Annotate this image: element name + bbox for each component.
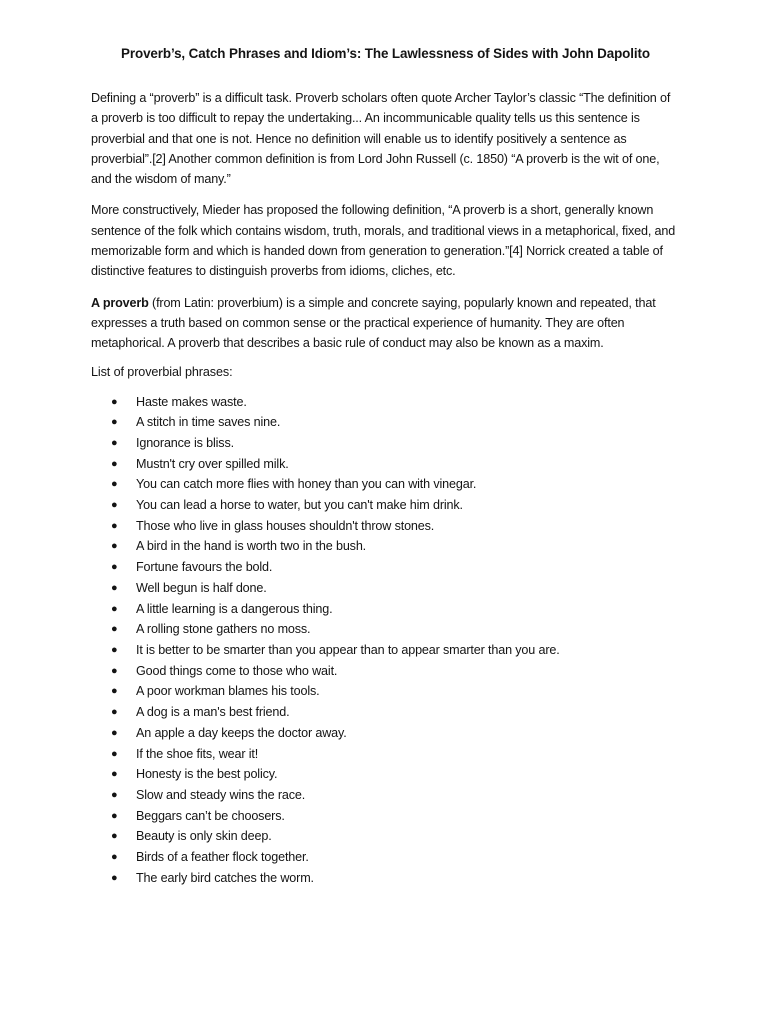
bullet-icon: ● <box>111 830 118 843</box>
list-item <box>91 661 680 682</box>
bullet-icon: ● <box>111 540 118 553</box>
list-item-text: Beggars can’t be choosers. <box>136 808 285 823</box>
document-title: Proverb’s, Catch Phrases and Idiom’s: The Lawlessness of Sides with John Dapolito <box>121 46 650 61</box>
bullet-icon: ● <box>111 809 118 822</box>
list-item-text: A poor workman blames his tools. <box>136 684 320 699</box>
list-item-text: If the shoe fits, wear it! <box>136 746 259 761</box>
bullet-icon: ● <box>111 685 118 698</box>
bullet-icon: ● <box>111 395 118 408</box>
list-item-text: Well begun is half done. <box>136 580 267 595</box>
list-item <box>91 557 680 578</box>
list-item <box>91 826 680 847</box>
paragraph-rest: (from Latin: proverbium) is a simple and concrete saying, popularly known and repeated, that expresses a truth based on common sense or the practical experience of humanity. They are often metaphorical. A proverb that describes a basic rule of conduct may also be known as a maxim. <box>91 295 656 351</box>
bullet-icon: ● <box>111 726 118 739</box>
paragraph-mieder: More constructively, Mieder has proposed the following definition, “A proverb is a short, generally known sentence of the folk which contains wisdom, truth, morals, and traditional views in a metaphorical, fixed, and memorizable form and which is handed down from generation to generation.”[4] Norrick created a table of distinctive features to distinguish proverbs from idioms, cliches, etc. <box>91 203 676 279</box>
list-item-text: Slow and steady wins the race. <box>136 787 306 802</box>
list-item-text: A little learning is a dangerous thing. <box>136 601 333 616</box>
bullet-icon: ● <box>111 436 118 449</box>
list-item <box>91 785 680 806</box>
paragraph-definition: Defining a “proverb” is a difficult task. Proverb scholars often quote Archer Taylor’s classic “The definition of a proverb is too difficult to repay the undertaking... An incommunicable quality tells us this sentence is proverbial and that one is not. Hence no definition will enable us to identify positively a sentence as proverbial”.[2] Another common definition is from Lord John Russell (c. 1850) “A proverb is the wit of one, and the wisdom of many.” <box>91 91 671 187</box>
list-item <box>91 847 680 868</box>
list-item-text: Those who live in glass houses shouldn't throw stones. <box>136 518 435 533</box>
bullet-icon: ● <box>111 747 118 760</box>
bullet-icon: ● <box>111 478 118 491</box>
list-item <box>91 578 680 599</box>
bullet-icon: ● <box>111 706 118 719</box>
paragraph-lead-bold: A proverb <box>91 295 149 310</box>
list-item <box>91 433 680 454</box>
list-item <box>91 619 680 640</box>
list-item <box>91 495 680 516</box>
paragraph-proverb-latin <box>91 293 680 354</box>
list-item <box>91 474 680 495</box>
list-item-text: Ignorance is bliss. <box>136 435 234 450</box>
bullet-icon: ● <box>111 871 118 884</box>
list-item-text: An apple a day keeps the doctor away. <box>136 725 347 740</box>
bullet-icon: ● <box>111 416 118 429</box>
list-item-text: Honesty is the best policy. <box>136 767 278 782</box>
bullet-icon: ● <box>111 851 118 864</box>
list-item <box>91 702 680 723</box>
list-item <box>91 744 680 765</box>
list-item <box>91 681 680 702</box>
bullet-icon: ● <box>111 768 118 781</box>
list-item <box>91 640 680 661</box>
list-item-text: A bird in the hand is worth two in the bush. <box>136 539 367 554</box>
list-item <box>91 412 680 433</box>
bullet-icon: ● <box>111 457 118 470</box>
list-item-text: The early bird catches the worm. <box>136 870 314 885</box>
bullet-icon: ● <box>111 581 118 594</box>
list-item-text: You can lead a horse to water, but you can't make him drink. <box>136 498 463 513</box>
list-item-text: A dog is a man's best friend. <box>136 705 290 720</box>
bullet-icon: ● <box>111 561 118 574</box>
bullet-icon: ● <box>111 788 118 801</box>
bullet-icon: ● <box>111 519 118 532</box>
list-item <box>91 723 680 744</box>
list-item <box>91 392 680 413</box>
list-item-text: Birds of a feather flock together. <box>136 850 309 865</box>
list-heading: List of proverbial phrases: <box>91 364 233 379</box>
proverb-list <box>91 392 680 889</box>
list-item <box>91 454 680 475</box>
list-item-text: You can catch more flies with honey than you can with vinegar. <box>136 477 477 492</box>
list-item <box>91 536 680 557</box>
list-item <box>91 516 680 537</box>
list-item-text: It is better to be smarter than you appear than to appear smarter than you are. <box>136 643 560 657</box>
list-item-text: Beauty is only skin deep. <box>136 829 272 844</box>
list-item <box>91 764 680 785</box>
list-item-text: Good things come to those who wait. <box>136 663 338 678</box>
list-item <box>91 599 680 620</box>
list-item-text: Mustn't cry over spilled milk. <box>136 456 289 471</box>
list-item <box>91 868 680 889</box>
list-item-text: Haste makes waste. <box>136 394 247 409</box>
bullet-icon: ● <box>111 644 118 656</box>
bullet-icon: ● <box>111 602 118 615</box>
bullet-icon: ● <box>111 623 118 636</box>
list-item-text: A rolling stone gathers no moss. <box>136 622 311 637</box>
list-item <box>91 806 680 827</box>
list-item-text: A stitch in time saves nine. <box>136 415 281 430</box>
bullet-icon: ● <box>111 499 118 512</box>
list-item-text: Fortune favours the bold. <box>136 560 273 575</box>
bullet-icon: ● <box>111 664 118 677</box>
